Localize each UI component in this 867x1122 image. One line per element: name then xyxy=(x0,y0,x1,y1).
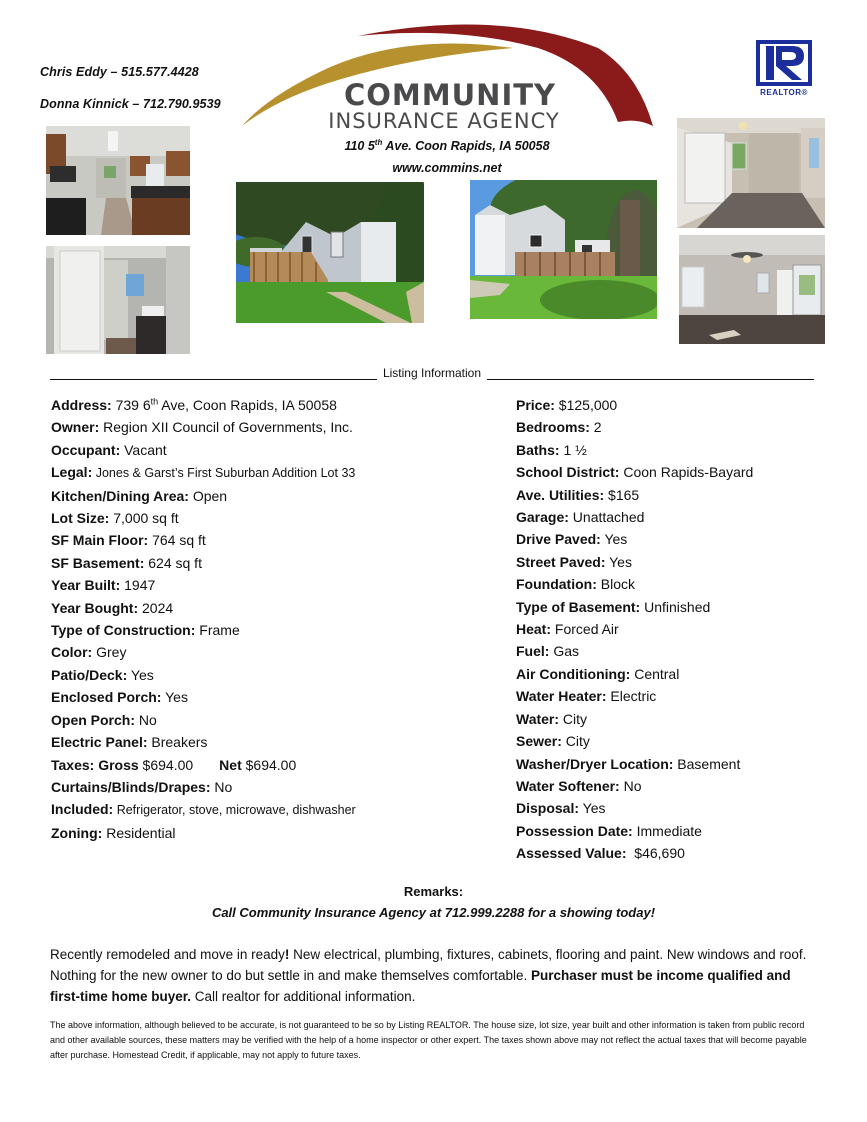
field-value: No xyxy=(210,778,233,795)
field-drive-paved xyxy=(516,528,753,550)
field-value: Electric xyxy=(606,688,657,705)
remarks-emphasis: Purchaser must be income qualified and first-time home buyer. xyxy=(50,968,791,1004)
field-lot-size xyxy=(51,507,356,529)
divider-rule-left xyxy=(50,365,377,380)
address-rest: Ave. Coon Rapids, IA 50058 xyxy=(382,139,550,153)
remarks-text: Recently remodeled and move in ready xyxy=(50,947,285,962)
field-label: Type of Basement: xyxy=(516,598,641,615)
field-label: Drive Paved: xyxy=(516,531,601,548)
field-year-bought xyxy=(51,597,356,619)
field-label: Garage: xyxy=(516,509,569,526)
field-label: Baths: xyxy=(516,441,560,458)
field-sewer xyxy=(516,730,753,752)
field-label: Kitchen/Dining Area: xyxy=(51,487,189,504)
field-label: Water Softener: xyxy=(516,777,620,794)
field-value: 1947 xyxy=(120,577,156,594)
field-patio-deck xyxy=(51,664,356,686)
field-value: $125,000 xyxy=(554,397,618,413)
agent-donna-kinnick: Donna Kinnick – 712.790.9539 xyxy=(40,97,221,111)
field-value: Gas xyxy=(549,643,580,660)
agency-name-line1: COMMUNITY xyxy=(343,78,557,112)
field-label: Owner: xyxy=(51,419,100,436)
field-air-conditioning xyxy=(516,663,753,685)
address-suffix: th xyxy=(374,137,383,147)
field-label: Heat: xyxy=(516,621,552,638)
field-label: Price: xyxy=(516,397,555,413)
field-value: Yes xyxy=(579,800,606,817)
field-label: Color: xyxy=(51,644,93,661)
field-label: Ave. Utilities: xyxy=(516,486,605,503)
field-label: SF Main Floor: xyxy=(51,532,149,549)
field-label: Assessed Value: xyxy=(516,845,627,862)
agency-name-line2: INSURANCE AGENCY xyxy=(328,109,560,133)
field-value: Block xyxy=(596,576,635,593)
field-included xyxy=(51,798,356,821)
divider-rule-right xyxy=(487,365,814,380)
field-kitchen-dining xyxy=(51,485,356,507)
field-water-heater xyxy=(516,685,753,707)
field-value: Region XII Council of Governments, Inc. xyxy=(99,419,353,436)
field-fuel xyxy=(516,640,753,662)
field-value: Open xyxy=(188,487,228,504)
field-label: Year Built: xyxy=(51,577,121,594)
field-label: Electric Panel: xyxy=(51,734,148,751)
field-label: Open Porch: xyxy=(51,711,136,728)
field-value: Forced Air xyxy=(551,621,619,638)
agency-logo xyxy=(238,18,658,133)
kitchen-photo xyxy=(46,126,190,235)
field-label-net: Net xyxy=(219,756,242,773)
field-label: School District: xyxy=(516,464,620,481)
field-color xyxy=(51,641,356,663)
field-curtains xyxy=(51,776,356,798)
realtor-r-icon xyxy=(756,40,812,86)
remarks-text: Call realtor for additional information. xyxy=(191,989,416,1004)
field-ave-utilities xyxy=(516,484,753,506)
field-value: Yes xyxy=(161,689,188,706)
field-value: Basement xyxy=(673,755,741,772)
field-electric-panel xyxy=(51,731,356,753)
field-value: $165 xyxy=(604,486,640,503)
field-water xyxy=(516,708,753,730)
realtor-label: REALTOR® xyxy=(760,88,808,97)
field-value: No xyxy=(619,777,642,794)
remarks-body xyxy=(50,944,820,1007)
field-value: 1 ½ xyxy=(559,441,587,458)
field-value: 764 sq ft xyxy=(148,532,206,549)
field-price xyxy=(516,394,753,416)
field-value: Yes xyxy=(600,531,628,548)
field-garage xyxy=(516,506,753,528)
field-label: Water: xyxy=(516,710,560,727)
field-label: Enclosed Porch: xyxy=(51,689,162,706)
field-value: Refrigerator, stove, microwave, dishwasher xyxy=(113,803,356,818)
agent-chris-eddy: Chris Eddy – 515.577.4428 xyxy=(40,65,199,79)
field-assessed-value xyxy=(516,842,753,864)
field-value: Coon Rapids-Bayard xyxy=(619,464,754,481)
field-label: Fuel: xyxy=(516,643,550,660)
listing-information-divider xyxy=(50,362,814,380)
house-exterior-side-photo xyxy=(470,180,657,319)
field-occupant xyxy=(51,439,356,461)
field-value: Yes xyxy=(127,666,154,683)
remarks-exclamation: ! xyxy=(284,947,290,962)
field-value: Jones & Garst’s First Suburban Addition Lot 33 xyxy=(92,466,356,481)
field-baths xyxy=(516,439,753,461)
field-value: $46,690 xyxy=(626,845,685,862)
field-disposal xyxy=(516,797,753,819)
field-value-gross: $694.00 xyxy=(138,756,194,773)
field-value-net: $694.00 xyxy=(241,756,297,773)
field-foundation xyxy=(516,573,753,595)
field-sf-basement xyxy=(51,552,356,574)
agency-address xyxy=(297,139,597,153)
field-value: Unattached xyxy=(568,509,645,526)
field-taxes xyxy=(51,754,356,776)
field-label: Address: xyxy=(51,397,112,413)
field-bedrooms xyxy=(516,416,753,438)
field-label: Disposal: xyxy=(516,800,580,817)
remarks-call-to-action: Call Community Insurance Agency at 712.999.2288 for a showing today! xyxy=(211,905,656,920)
field-value: Frame xyxy=(195,622,240,639)
field-label: Sewer: xyxy=(516,733,562,750)
remarks-text: New electrical, plumbing, fixtures, cabinets, flooring and paint. New windows and roof. Nothing for the new owner to do but settle in and make themselves comfortable. xyxy=(50,947,807,983)
field-possession-date xyxy=(516,820,753,842)
field-value: City xyxy=(561,733,590,750)
disclaimer: The above information, although believed to be accurate, is not guaranteed to be so by Listing REALTOR. The house size, lot size, year built and other information is taken from public record and other available sources, these matters may be verified with the help of a home inspector or other expert. The taxes shown above may not reflect the actual taxes that will become payable after purchase. Homestead Credit, if applicable, may not apply to future taxes. xyxy=(50,1020,807,1060)
field-label: Washer/Dryer Location: xyxy=(516,755,674,772)
field-value: No xyxy=(135,711,157,728)
field-value: Vacant xyxy=(120,441,167,458)
field-value: Immediate xyxy=(632,822,702,839)
field-value: Grey xyxy=(92,644,127,661)
field-address xyxy=(51,394,356,416)
field-water-softener xyxy=(516,775,753,797)
field-construction-type xyxy=(51,619,356,641)
field-value: 2 xyxy=(589,419,602,436)
field-value: Residential xyxy=(102,824,176,841)
field-label: Lot Size: xyxy=(51,510,110,527)
field-zoning xyxy=(51,822,356,844)
house-exterior-front-photo xyxy=(236,182,424,323)
field-value: 2024 xyxy=(138,599,174,616)
field-value: 7,000 sq ft xyxy=(109,510,179,527)
field-label: Patio/Deck: xyxy=(51,666,128,683)
field-label: Included: xyxy=(51,801,114,818)
field-label: Foundation: xyxy=(516,576,597,593)
field-school-district xyxy=(516,461,753,483)
field-value: Ave, Coon Rapids, IA 50058 xyxy=(158,397,337,413)
field-label: Type of Construction: xyxy=(51,622,196,639)
bedroom-photo xyxy=(677,118,825,228)
address-number: 110 5 xyxy=(344,139,375,153)
field-washer-dryer xyxy=(516,753,753,775)
field-value: Yes xyxy=(605,553,632,570)
remarks-title: Remarks: xyxy=(403,884,464,899)
field-label: Year Bought: xyxy=(51,599,139,616)
field-owner xyxy=(51,416,356,438)
field-label: Street Paved: xyxy=(516,553,606,570)
field-value: Breakers xyxy=(147,734,208,751)
field-label: Curtains/Blinds/Drapes: xyxy=(51,778,211,795)
field-label: Taxes: Gross xyxy=(51,756,139,773)
left-field-column xyxy=(51,394,356,844)
field-label: Air Conditioning: xyxy=(516,665,631,682)
field-enclosed-porch xyxy=(51,686,356,708)
field-label: SF Basement: xyxy=(51,554,145,571)
field-sf-main-floor xyxy=(51,529,356,551)
field-legal xyxy=(51,461,356,484)
field-basement-type xyxy=(516,596,753,618)
field-heat xyxy=(516,618,753,640)
field-value: City xyxy=(559,710,588,727)
field-street-paved xyxy=(516,551,753,573)
field-value: 624 sq ft xyxy=(144,554,202,571)
realtor-logo xyxy=(754,40,814,106)
agency-website[interactable]: www.commins.net xyxy=(392,161,502,175)
field-label: Possession Date: xyxy=(516,822,633,839)
field-value: 739 6 xyxy=(111,397,151,413)
field-open-porch xyxy=(51,709,356,731)
right-field-column xyxy=(516,394,753,865)
field-value-sup: th xyxy=(150,396,159,407)
field-year-built xyxy=(51,574,356,596)
field-label: Occupant: xyxy=(51,441,121,458)
field-value: Unfinished xyxy=(640,598,711,615)
section-title: Listing Information xyxy=(382,366,482,380)
field-value: Central xyxy=(630,665,680,682)
field-label: Bedrooms: xyxy=(516,419,590,436)
bathroom-photo xyxy=(46,246,190,354)
field-label: Legal: xyxy=(51,464,93,481)
living-room-photo xyxy=(679,235,825,344)
field-label: Water Heater: xyxy=(516,688,607,705)
field-label: Zoning: xyxy=(51,824,103,841)
